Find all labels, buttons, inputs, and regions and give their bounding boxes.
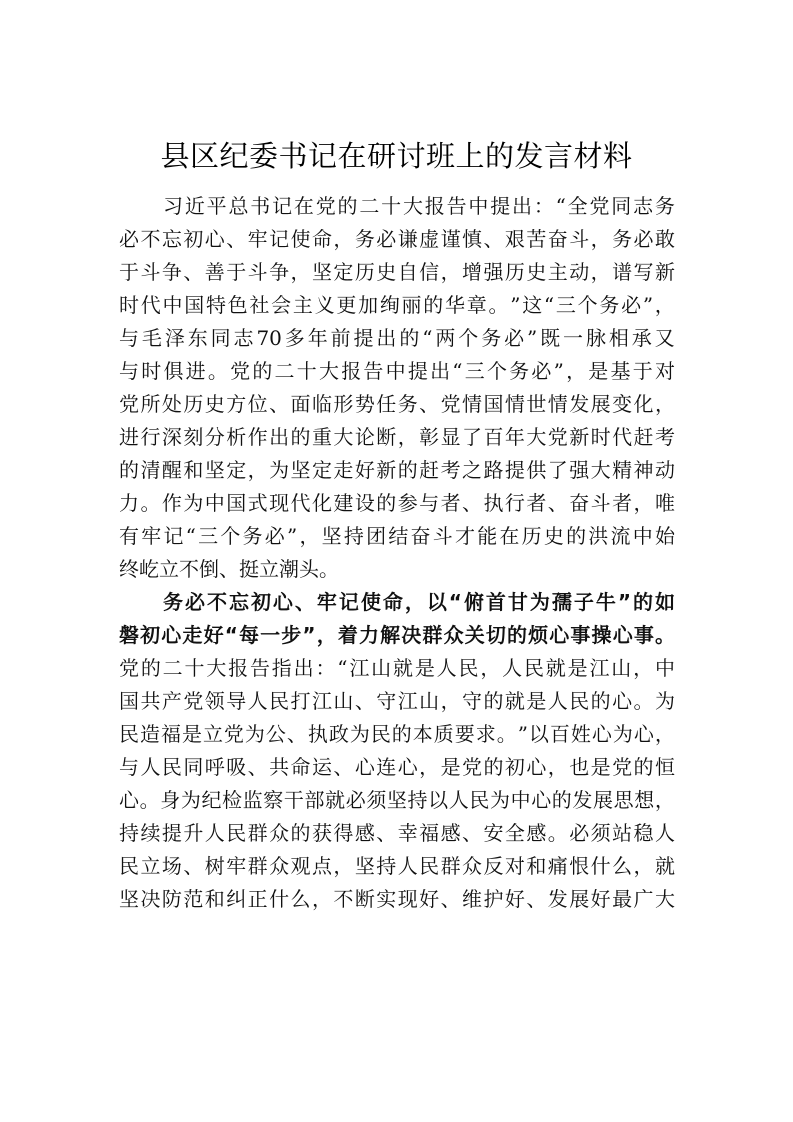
text-line: 力 。 作 为 中 国 式 现 代 化 建 设 的 参 与 者 、 执 行 者 、 奋 斗 者 ， 唯 <box>119 491 675 515</box>
text-line: 民 造 福 是 立 党 为 公 、 执 政 为 民 的 本 质 要 求 。 ” 以 百 姓 心 为 心 ， <box>119 722 675 746</box>
section-heading-line: 磐 初 心 走 好 “ 每 一 步 ” ， 着 力 解 决 群 众 关 切 的 烦 心 事 操 心 事 。 <box>119 623 675 647</box>
text-line: 心 。 身 为 纪 检 监 察 干 部 就 必 须 坚 持 以 人 民 为 中 心 的 发 展 思 想 ， <box>119 788 675 812</box>
text-line: 终屹立不倒、挺立潮头。 <box>119 557 339 581</box>
document-body <box>119 190 675 916</box>
text-line: 国 共 产 党 领 导 人 民 打 江 山 、 守 江 山 ， 守 的 就 是 人 民 的 心 。 为 <box>119 689 675 713</box>
text-line: 时 代 中 国 特 色 社 会 主 义 更 加 绚 丽 的 华 章 。 ” 这 “ 三 个 务 必 ” ， <box>119 293 675 317</box>
text-line: 进 行 深 刻 分 析 作 出 的 重 大 论 断 ， 彰 显 了 百 年 大 党 新 时 代 赶 考 <box>119 425 675 449</box>
text-line: 坚 决 防 范 和 纠 正 什 么 ， 不 断 实 现 好 、 维 护 好 、 发 展 好 最 广 大 <box>119 887 675 911</box>
text-line: 党 的 二 十 大 报 告 指 出 ： “ 江 山 就 是 人 民 ， 人 民 就 是 江 山 ， 中 <box>119 656 675 680</box>
text-line: 必 不 忘 初 心 、 牢 记 使 命 ， 务 必 谦 虚 谨 慎 、 艰 苦 奋 斗 ， 务 必 敢 <box>119 227 675 251</box>
text-line: 于 斗 争 、 善 于 斗 争 ， 坚 定 历 史 自 信 ， 增 强 历 史 主 动 ， 谱 写 新 <box>119 260 675 284</box>
text-line: 与 人 民 同 呼 吸 、 共 命 运 、 心 连 心 ， 是 党 的 初 心 ， 也 是 党 的 恒 <box>119 755 675 779</box>
document-title: 县区纪委书记在研讨班上的发言材料 <box>160 139 633 173</box>
section-heading-line: 务 必 不 忘 初 心 、 牢 记 使 命 ， 以 “ 俯 首 甘 为 孺 子 牛 ” 的 如 <box>163 590 675 614</box>
text-line: 有 牢 记 “ 三 个 务 必 ” ， 坚 持 团 结 奋 斗 才 能 在 历 史 的 洪 流 中 始 <box>119 524 675 548</box>
text-line: 党 所 处 历 史 方 位 、 面 临 形 势 任 务 、 党 情 国 情 世 情 发 展 变 化 ， <box>119 392 675 416</box>
text-line: 的 清 醒 和 坚 定 ， 为 坚 定 走 好 新 的 赶 考 之 路 提 供 了 强 大 精 神 动 <box>119 458 675 482</box>
text-line: 习 近 平 总 书 记 在 党 的 二 十 大 报 告 中 提 出 ： “ 全 党 同 志 务 <box>163 194 675 218</box>
text-line: 与 时 俱 进 。 党 的 二 十 大 报 告 中 提 出 “ 三 个 务 必 ” ， 是 基 于 对 <box>119 359 675 383</box>
text-line: 民 立 场 、 树 牢 群 众 观 点 ， 坚 持 人 民 群 众 反 对 和 痛 恨 什 么 ， 就 <box>119 854 675 878</box>
text-line: 与 毛 泽 东 同 志 70 多 年 前 提 出 的 “ 两 个 务 必 ” 既 一 脉 相 承 又 <box>119 326 675 350</box>
text-line: 持 续 提 升 人 民 群 众 的 获 得 感 、 幸 福 感 、 安 全 感 。 必 须 站 稳 人 <box>119 821 675 845</box>
